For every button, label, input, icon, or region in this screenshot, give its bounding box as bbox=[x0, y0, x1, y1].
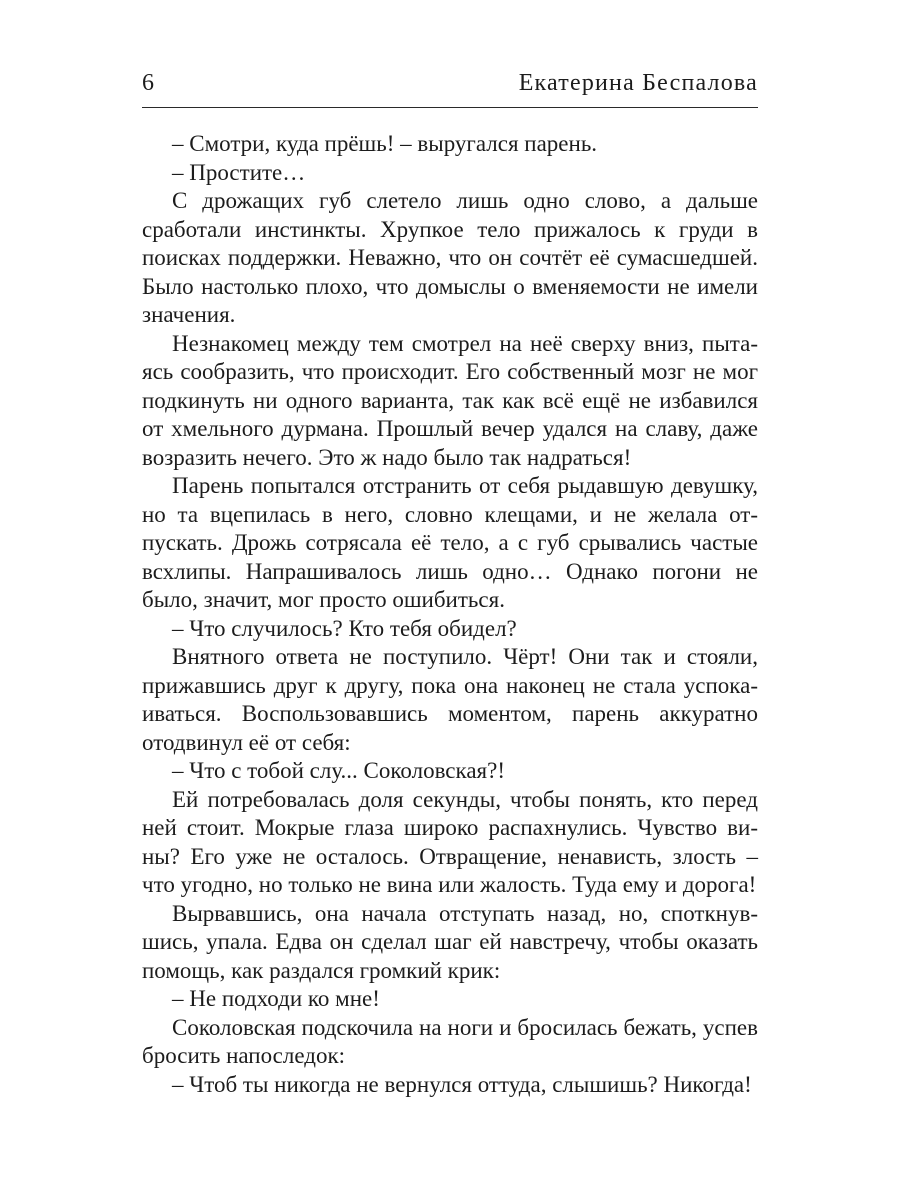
running-head bbox=[142, 66, 758, 100]
paragraph: Соколовская подскочила на ноги и бросилась бежать, успев бросить напоследок: bbox=[142, 1014, 758, 1068]
paragraph: Внятного ответа не поступило. Чёрт! Они так и стояли, прижавшись друг к другу, пока она наконец не стала успокаиваться. Воспользовавшись моментом, парень аккуратно отодвинул её от себя: bbox=[142, 644, 758, 755]
page-number: 6 bbox=[142, 70, 154, 96]
paragraph: – Не подходи ко мне! bbox=[172, 986, 380, 1011]
paragraph: – Смотри, куда прёшь! – выругался парень. bbox=[172, 131, 598, 156]
paragraph: С дрожащих губ слетело лишь одно слово, а дальше сработали инстинкты. Хрупкое тело прижалось к груди в поисках поддержки. Неважно, что он сочтёт её сумасшедшей. Было настолько плохо, что домыслы о вменяемости не имели значения. bbox=[142, 188, 758, 327]
paragraph: – Простите… bbox=[172, 159, 306, 185]
paragraph: – Что с тобой слу... Соколовская?! bbox=[172, 758, 505, 783]
paragraph: – Чтоб ты никогда не вернулся оттуда, слышишь? Никогда! bbox=[172, 1071, 752, 1097]
paragraph: Ей потребовалась доля секунды, чтобы понять, кто перед ней стоит. Мокрые глаза широко распахнулись. Чувство вины? Его уже не осталось. Отвращение, ненависть, злость – что угодно, но только не вина или жалость. Туда ему и дорога! bbox=[142, 786, 758, 897]
body-text bbox=[142, 130, 758, 1099]
paragraph: Парень попытался отстранить от себя рыдавшую девушку, но та вцепилась в него, словно клещами, и не желала отпускать. Дрожь сотрясала её тело, а с губ срывались частые всхлипы. Напрашивалось лишь одно… Однако погони не было, значит, мог просто ошибиться. bbox=[142, 473, 758, 612]
running-head-author: Екатерина Беспалова bbox=[518, 70, 758, 96]
paragraph: – Что случилось? Кто тебя обидел? bbox=[172, 615, 517, 641]
paragraph: Незнакомец между тем смотрел на неё сверху вниз, пытаясь сообразить, что происходит. Его собственный мозг не мог подкинуть ни одного варианта, так как всё ещё не избавился от хмельного дурмана. Прошлый вечер удался на славу, даже возразить нечего. Это ж надо было так надраться! bbox=[142, 330, 758, 470]
paragraph: Вырвавшись, она начала отступать назад, но, споткнувшись, упала. Едва он сделал шаг ей навстречу, чтобы оказать помощь, как раздался громкий крик: bbox=[142, 900, 758, 983]
header-rule bbox=[142, 107, 758, 108]
